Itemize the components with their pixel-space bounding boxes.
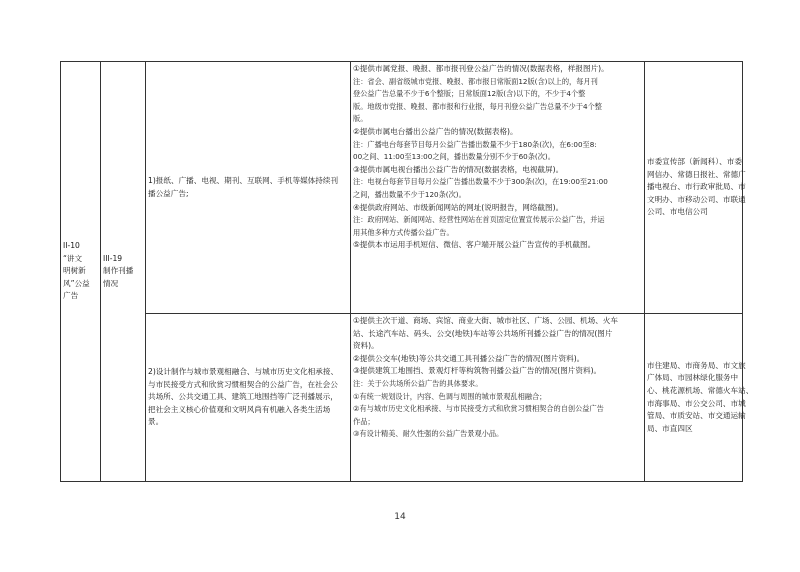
material-line: ③提供市属电视台播出公益广告的情况(数据表格，电视截屏)。 <box>353 164 564 174</box>
material-note-line: ③有设计精美、耐久性强的公益广告景观小品。 <box>353 429 504 439</box>
material-note-line: 登公益广告总量不少于6个整版；日常版面12版(含)以下的，不少于4个整 <box>353 89 586 99</box>
department-line: 市委宣传部（新闻科）、市委 <box>647 157 742 167</box>
material-note-line: 00之间、11:00至13:00之间，播出数量分别不少于60条(次)。 <box>353 152 555 162</box>
requirement-line: 把社会主义核心价值观和文明风尚有机融入各类生活场 <box>148 404 331 414</box>
department-line: 市住建局、市商务局、市文旅 <box>647 360 746 370</box>
requirement-cell <box>146 314 351 482</box>
material-note-line: 版。地级市党报、晚报、都市报和行业报，每月刊登公益广告总量不少于4个整 <box>353 101 602 111</box>
material-note-line: 注：电视台每套节目每月公益广告播出数量不少于300条(次)，在19:00至21:00 <box>353 177 608 187</box>
department-line: 广体局、市园林绿化服务中 <box>647 373 739 383</box>
table-row <box>61 314 743 482</box>
department-line: 局、市直四区 <box>647 423 693 433</box>
indicator-line: III-19 <box>103 253 123 263</box>
material-note-line: 注：关于公共场所公益广告的具体要求。 <box>353 378 483 388</box>
requirement-line: 2)设计制作与城市景观相融合、与城市历史文化相承接、 <box>148 367 339 377</box>
material-line: ①提供主次干道、商场、宾馆、商业大街、城市社区、广场、公园、机场、火车 <box>353 316 618 325</box>
material-note-line: ①有统一规划设计，内容、色调与周围的城市景观乱相融合； <box>353 391 547 401</box>
departments-cell <box>645 62 746 314</box>
material-line: ②提供公交车(地铁)等公共交通工具刊播公益广告的情况(图片资料)。 <box>353 353 585 363</box>
category-line: “讲文 <box>63 253 83 263</box>
criteria-table <box>60 61 754 482</box>
requirement-line: 与市民接受方式和欣赏习惯相契合的公益广告，在社会公 <box>148 379 338 389</box>
requirement-line: 1)报纸、广播、电视、期刊、互联网、手机等媒体持续刊 <box>148 175 339 185</box>
material-line: ④提供政府网站、市级新闻网站的网址(说明报告，网络截图)。 <box>353 202 564 212</box>
indicator-line: 情况 <box>103 278 119 288</box>
indicator-cell <box>101 62 146 482</box>
material-line: ②提供市属电台播出公益广告的情况(数据表格)。 <box>353 126 518 136</box>
material-line: ①提供市属党报、晚报、都市报刊登公益广告的情况(数据表格，样报图片)。 <box>353 64 609 73</box>
material-note-line: 注：政府网站、新闻网站、经营性网站在首页固定位置宣传展示公益广告，并运 <box>353 215 605 225</box>
requirement-line: 共场所、公共交通工具、建筑工地围挡等广泛刊播展示， <box>148 392 338 402</box>
requirement-cell <box>146 62 351 314</box>
category-line: II-10 <box>63 241 80 251</box>
material-note-line: 注：省会、副省级城市党报、晚报、都市报日常版面12版(含)以上的，每月刊 <box>353 76 598 86</box>
material-note-line: 之间，播出数量不少于120条(次)。 <box>353 189 466 199</box>
material-note-line: 版。 <box>353 114 368 124</box>
department-line: 管局、市质安站、市交通运输 <box>647 411 746 421</box>
category-line: 明树新 <box>63 266 86 276</box>
material-line: 资料)。 <box>353 341 379 351</box>
requirement-line: 景。 <box>148 417 164 427</box>
category-line: 风”公益 <box>63 278 90 288</box>
department-line: 市海事局、市公交公司、市城 <box>647 398 746 408</box>
table-row <box>61 62 743 314</box>
department-line: 文明办、市移动公司、市联通 <box>647 194 746 204</box>
category-line: 广告 <box>63 291 79 301</box>
materials-cell <box>351 62 645 314</box>
material-note-line: 用其他多种方式传播公益广告。 <box>353 227 454 237</box>
departments-cell <box>645 314 754 482</box>
material-line: 站、长途汽车站、码头、公交(地铁)车站等公共场所刊播公益广告的情况(图片 <box>353 328 613 338</box>
department-line: 播电视台、市行政审批局、市 <box>647 182 746 192</box>
requirement-line: 播公益广告; <box>148 188 189 198</box>
materials-cell <box>351 314 645 482</box>
material-line: ③提供建筑工地围挡、景观灯杆等构筑物刊播公益广告的情况(图片资料)。 <box>353 366 602 376</box>
department-line: 心、桃花源机场、常德火车站、 <box>647 385 754 395</box>
department-line: 公司、市电信公司 <box>647 207 708 217</box>
category-cell <box>61 62 101 482</box>
page-number: 14 <box>394 512 406 522</box>
indicator-line: 制作刊播 <box>103 266 134 276</box>
material-line: ⑤提供本市运用手机短信、微信、客户端开展公益广告宣传的手机截图。 <box>353 240 596 250</box>
material-note-line: 作品； <box>353 416 375 426</box>
material-note-line: ②有与城市历史文化相承接、与市民接受方式和欣赏习惯相契合的自创公益广告 <box>353 404 604 414</box>
department-line: 网信办、常德日报社、常德广 <box>647 169 746 179</box>
material-note-line: 注：广播电台每套节目每月公益广告播出数量不少于180条(次)，在6:00至8: <box>353 139 597 149</box>
